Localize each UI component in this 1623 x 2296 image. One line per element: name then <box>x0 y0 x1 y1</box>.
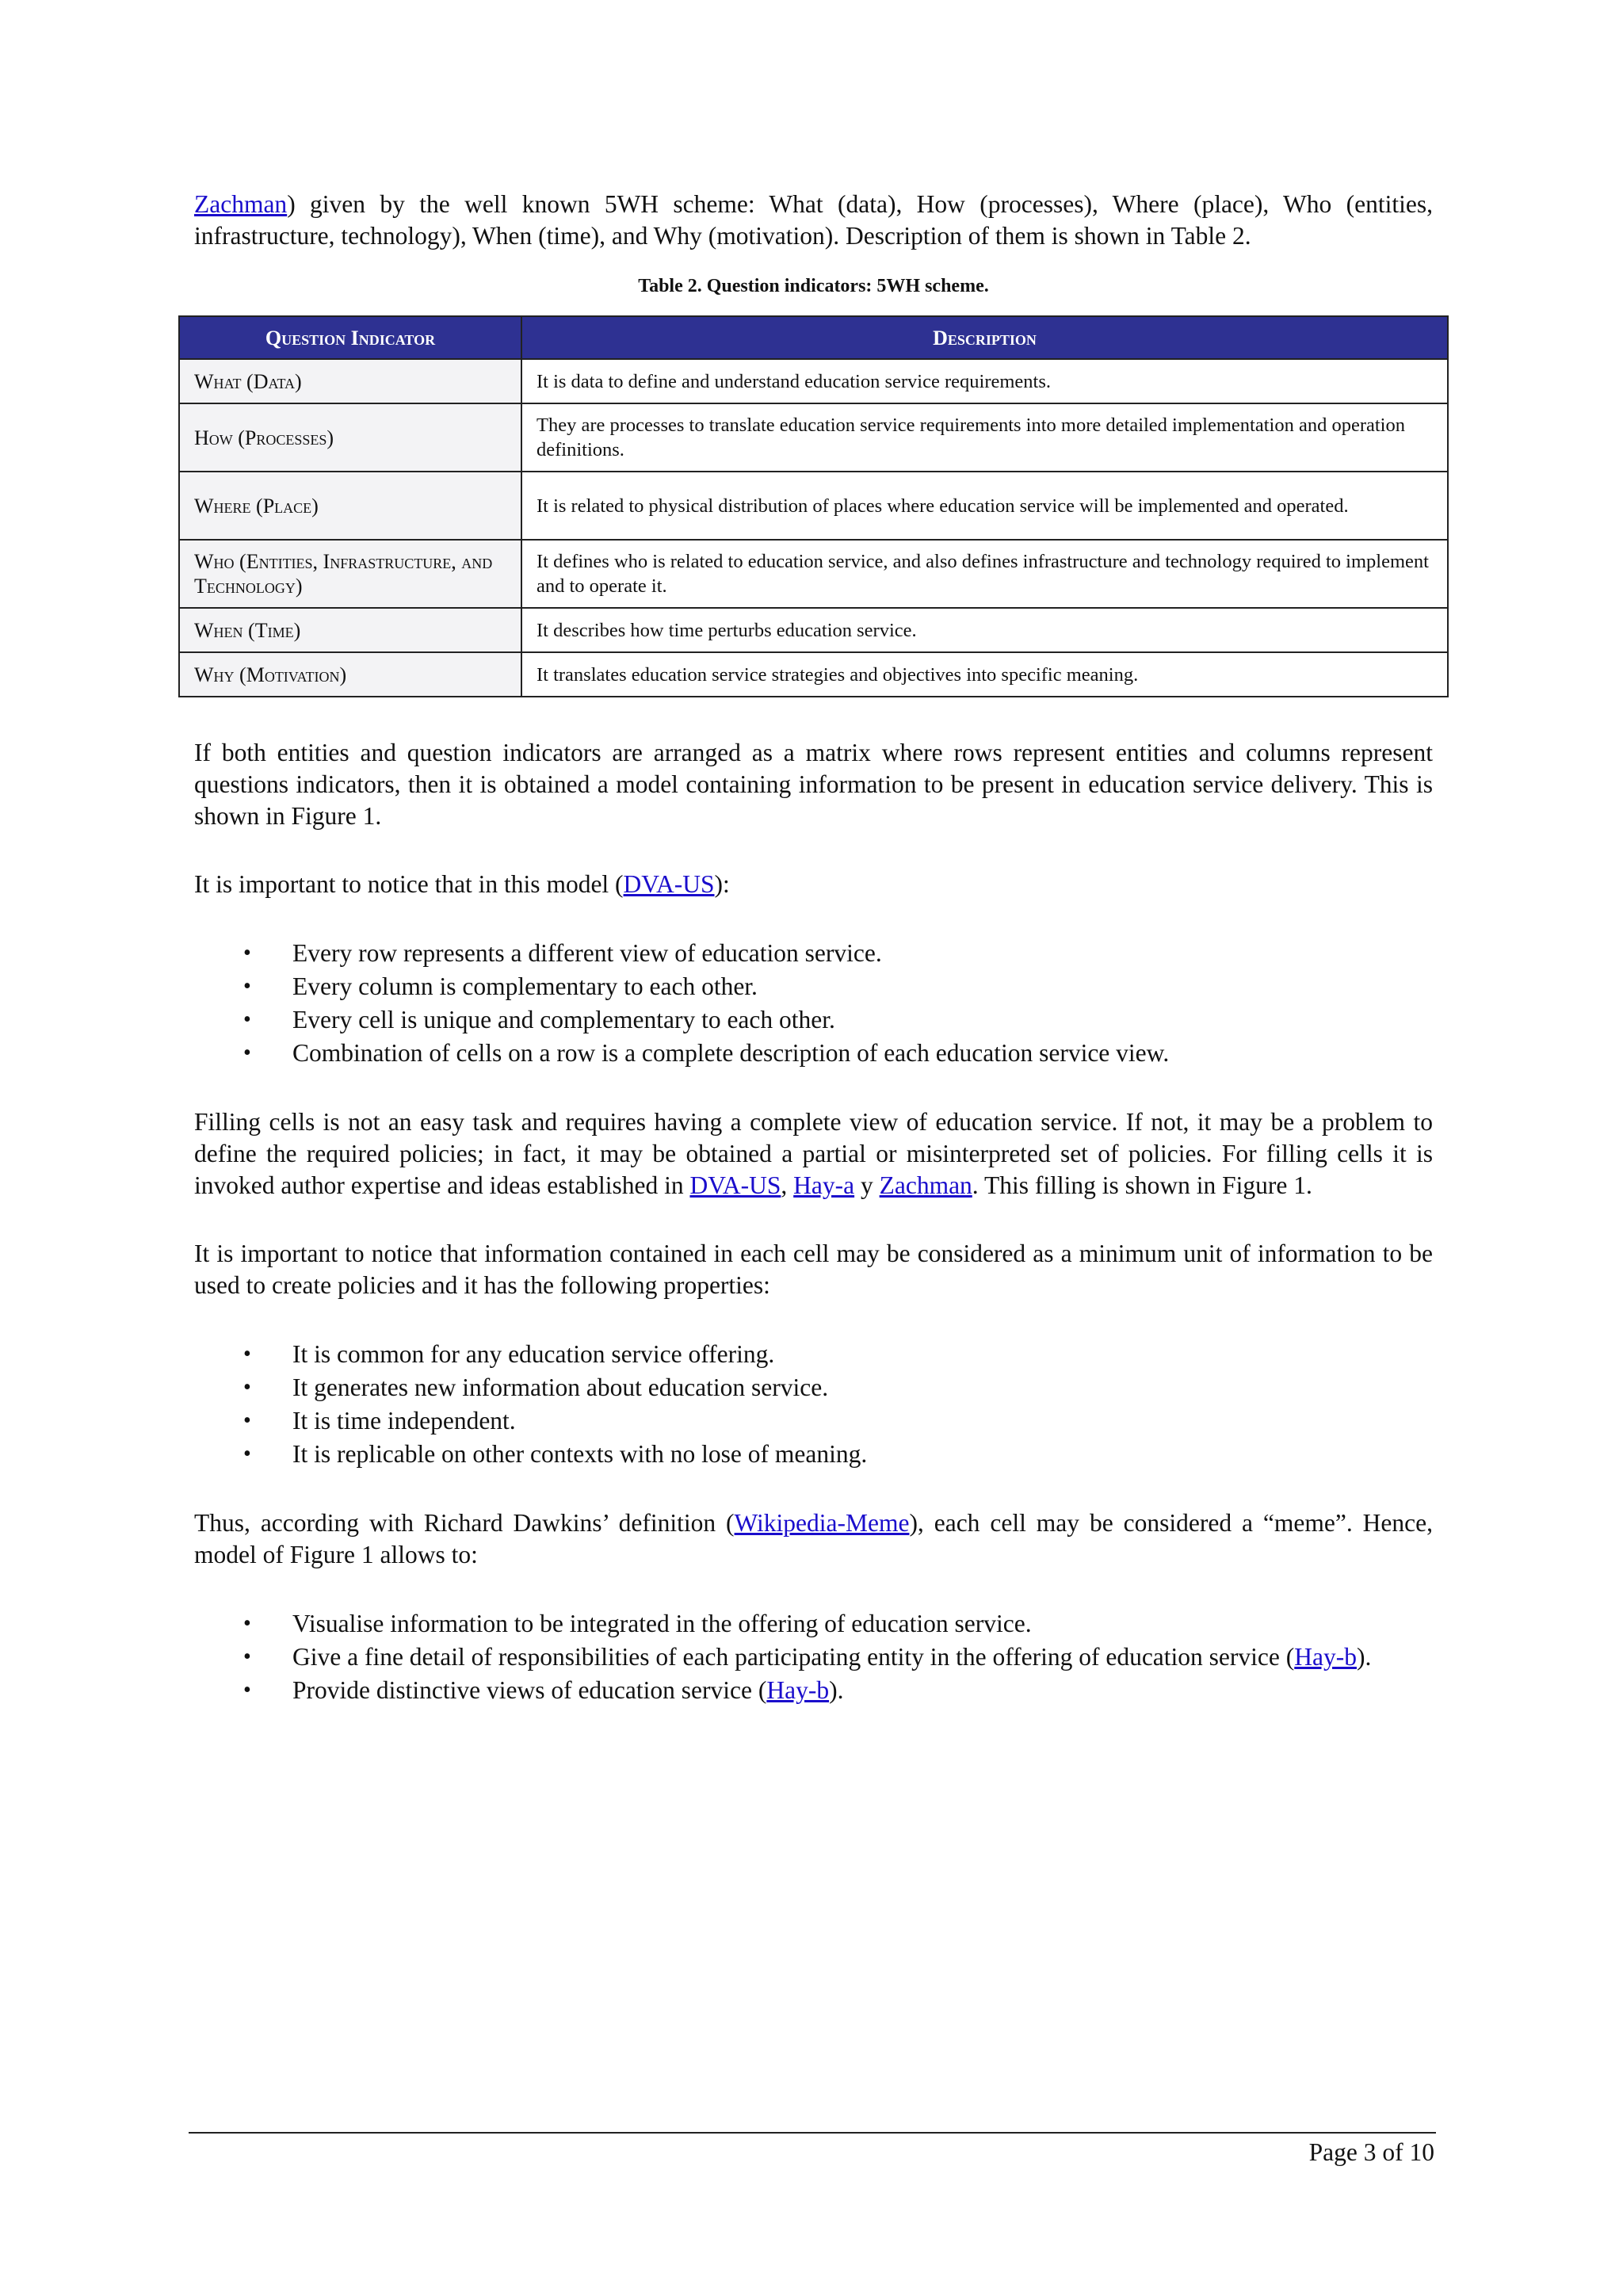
list-item-text: Every row represents a different view of education service. <box>292 939 882 967</box>
list-item-text: Give a fine detail of responsibilities of each participating entity in the offering of education service ( <box>292 1643 1295 1671</box>
bullet-icon: • <box>243 1442 251 1466</box>
table-row <box>179 540 1448 608</box>
header-description: Description <box>521 316 1448 359</box>
spacer <box>194 1571 1433 1607</box>
text-span: ), each cell may be considered a “meme”. Hence, model of Figure 1 allows to: <box>194 1509 1433 1568</box>
page-number: Page 3 of 10 <box>1308 2138 1434 2166</box>
list-item-text: It is common for any education service offering. <box>292 1340 775 1368</box>
description-cell: It translates education service strategies and objectives into specific meaning. <box>521 652 1448 697</box>
hay-b-link[interactable]: Hay-b <box>1294 1643 1357 1671</box>
bullet-icon: • <box>243 941 251 965</box>
footer-divider <box>189 2132 1436 2134</box>
table-caption: Table 2. Question indicators: 5WH scheme. <box>638 276 989 296</box>
question-indicators-table <box>178 315 1449 697</box>
list-item-text: Combination of cells on a row is a complete description of each education service view. <box>292 1039 1170 1067</box>
spacer <box>194 832 1433 869</box>
indicator-cell: Why (Motivation) <box>179 652 521 697</box>
bullet-icon: • <box>243 1342 251 1366</box>
matrix-paragraph: If both entities and question indicators are arranged as a matrix where rows represent entities and columns represent questions indicators, then it is obtained a model containing information to be present in education service delivery. This is shown in Figure 1. <box>194 739 1433 830</box>
indicator-cell: Who (Entities, Infrastructure, and Technology) <box>179 540 521 608</box>
meme-paragraph <box>194 1507 1433 1571</box>
description-cell: It describes how time perturbs education service. <box>521 608 1448 652</box>
spacer <box>194 1070 1433 1106</box>
list-item <box>194 1037 1433 1070</box>
list-item-text: Visualise information to be integrated in the offering of education service. <box>292 1610 1032 1637</box>
wikipedia-meme-link[interactable]: Wikipedia-Meme <box>734 1509 910 1537</box>
hay-b-link[interactable]: Hay-b <box>766 1676 830 1704</box>
indicator-cell: What (Data) <box>179 359 521 403</box>
bullet-icon: • <box>243 1678 251 1702</box>
model-properties-list <box>194 937 1433 1070</box>
text-span: ): <box>714 870 730 898</box>
bullet-icon: • <box>243 1007 251 1032</box>
table-row <box>179 359 1448 403</box>
dva-us-link[interactable]: DVA-US <box>689 1171 781 1199</box>
list-item-text: Provide distinctive views of education service ( <box>292 1676 767 1704</box>
text-span: It is important to notice that in this model ( <box>194 870 624 898</box>
page-content <box>194 189 1433 1707</box>
table-row <box>179 652 1448 697</box>
table-header-row <box>179 316 1448 359</box>
text-span: ). <box>829 1676 844 1704</box>
cell-information-paragraph: It is important to notice that information contained in each cell may be considered as a minimum unit of information to be used to create policies and it has the following properties: <box>194 1240 1433 1299</box>
spacer <box>194 1471 1433 1507</box>
model-notice-paragraph <box>194 869 1433 900</box>
list-item <box>194 1338 1433 1371</box>
list-item <box>194 1371 1433 1404</box>
indicator-cell: How (Processes) <box>179 403 521 472</box>
description-cell: It is related to physical distribution of places where education service will be implemented and operated. <box>521 472 1448 540</box>
text-span: Filling cells is not an easy task and requires having a complete view of education service. If not, it may be a problem to define the required policies; in fact, it may be obtained a partial or misinterpreted set of policies. For filling cells it is invoked author expertise and ideas established in <box>194 1108 1433 1199</box>
text-span: Thus, according with Richard Dawkins’ definition ( <box>194 1509 735 1537</box>
spacer <box>194 1301 1433 1338</box>
bullet-icon: • <box>243 1041 251 1065</box>
spacer <box>194 1201 1433 1238</box>
list-item <box>194 937 1433 970</box>
indicator-cell: When (Time) <box>179 608 521 652</box>
text-span: . This filling is shown in Figure 1. <box>972 1171 1312 1199</box>
indicator-cell: Where (Place) <box>179 472 521 540</box>
table-row <box>179 472 1448 540</box>
list-item <box>194 1607 1433 1641</box>
intro-paragraph <box>194 189 1433 252</box>
zachman-link[interactable]: Zachman <box>879 1171 972 1199</box>
filling-cells-paragraph <box>194 1106 1433 1201</box>
intro-text: ) given by the well known 5WH scheme: What (data), How (processes), Where (place), Who (entities, infrastructure, technology), When (time), and Why (motivation). Description of them is shown in Table 2. <box>194 190 1433 250</box>
bullet-icon: • <box>243 974 251 999</box>
list-item <box>194 1003 1433 1037</box>
list-item-text: It is time independent. <box>292 1407 516 1435</box>
description-cell: It is data to define and understand education service requirements. <box>521 359 1448 403</box>
bullet-icon: • <box>243 1408 251 1433</box>
list-item-text: Every column is complementary to each other. <box>292 972 758 1000</box>
list-item <box>194 1404 1433 1438</box>
list-item <box>194 970 1433 1003</box>
model-allows-list <box>194 1607 1433 1707</box>
description-cell: They are processes to translate education service requirements into more detailed implementation and operation definitions. <box>521 403 1448 472</box>
bullet-icon: • <box>243 1375 251 1400</box>
table-row <box>179 608 1448 652</box>
hay-a-link[interactable]: Hay-a <box>793 1171 855 1199</box>
dva-us-link[interactable]: DVA-US <box>623 870 715 898</box>
bullet-icon: • <box>243 1611 251 1636</box>
spacer <box>194 697 1433 737</box>
description-cell: It defines who is related to education service, and also defines infrastructure and technology required to implement and to operate it. <box>521 540 1448 608</box>
list-item-text: Every cell is unique and complementary to each other. <box>292 1006 835 1033</box>
bullet-icon: • <box>243 1645 251 1669</box>
list-item-text: It is replicable on other contexts with no lose of meaning. <box>292 1440 868 1468</box>
cell-properties-list <box>194 1338 1433 1471</box>
header-question-indicator: Question Indicator <box>179 316 521 359</box>
spacer <box>194 900 1433 937</box>
list-item-text: It generates new information about education service. <box>292 1373 829 1401</box>
text-span: ). <box>1356 1643 1372 1671</box>
list-item <box>194 1641 1433 1674</box>
list-item <box>194 1438 1433 1471</box>
text-span: , <box>781 1171 794 1199</box>
table-row <box>179 403 1448 472</box>
list-item <box>194 1674 1433 1707</box>
text-span: y <box>854 1171 880 1199</box>
zachman-link[interactable]: Zachman <box>194 190 288 218</box>
